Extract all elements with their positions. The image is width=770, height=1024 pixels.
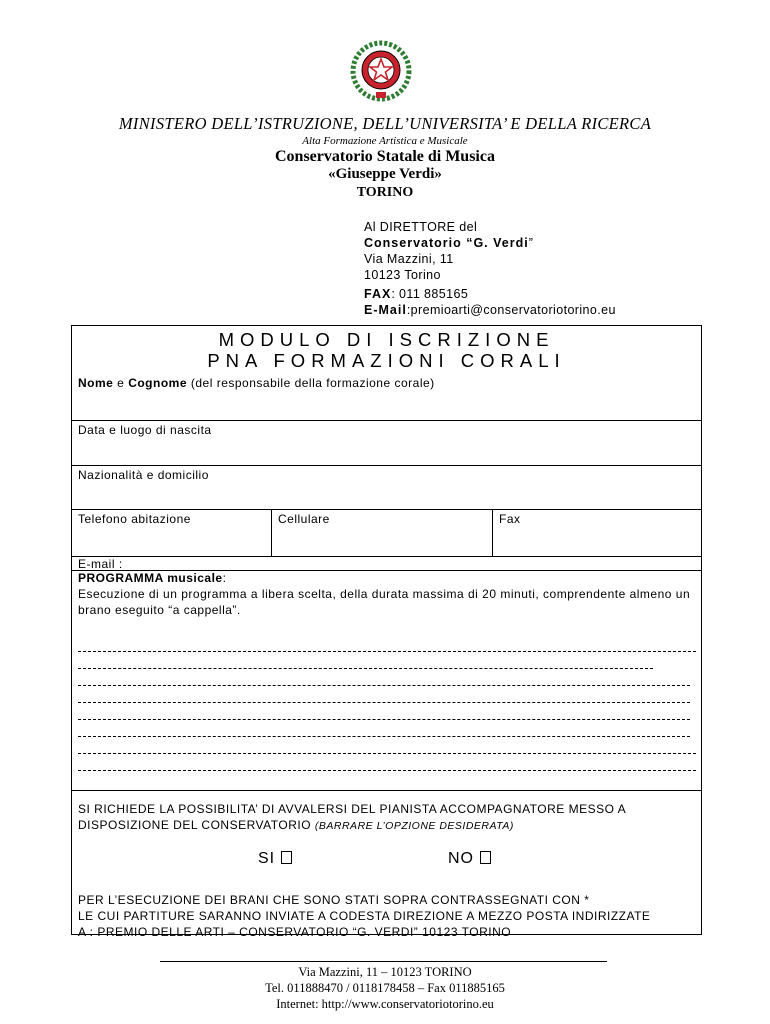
mobile-label: Cellulare (278, 512, 330, 526)
option-no-label: NO (448, 850, 474, 867)
address-fax (364, 286, 616, 302)
surname-label-bold: Cognome (128, 376, 188, 390)
pianist-section (72, 791, 701, 939)
program-entry-line[interactable] (78, 770, 696, 771)
contact-row (72, 510, 701, 557)
mobile-field[interactable] (272, 510, 493, 556)
form-title (72, 326, 701, 374)
program-entry-line[interactable] (78, 753, 696, 754)
footer-address: Via Mazzini, 11 – 10123 TORINO (298, 965, 472, 979)
form-title-line-2: PNA FORMAZIONI CORALI (207, 350, 566, 371)
address-email-label: E-Mail (364, 303, 407, 317)
footer-website[interactable]: Internet: http://www.conservatoriotorino.eu (276, 997, 494, 1011)
name-label-connector: e (113, 376, 129, 390)
program-heading (78, 571, 226, 585)
address-line-3: Via Mazzini, 11 (364, 252, 454, 266)
address-email-value[interactable]: :premioarti@conservatoriotorino.eu (406, 303, 616, 317)
program-heading-bold: PROGRAMMA musicale (78, 571, 223, 585)
conservatory-city: TORINO (356, 185, 414, 200)
checkbox-yes[interactable] (281, 851, 292, 864)
email-field[interactable] (72, 557, 701, 571)
email-field-label: E-mail : (78, 557, 123, 571)
program-description: Esecuzione di un programma a libera scelta, della durata massima di 20 minuti, comprendente almeno un brano eseguito “a cappella”. (78, 587, 691, 617)
option-yes[interactable] (258, 850, 292, 868)
form-title-line-1: MODULO DI ISCRIZIONE (218, 329, 555, 350)
pianist-question-line-2 (78, 817, 698, 834)
program-entry-line[interactable] (78, 685, 690, 686)
address-fax-label: FAX (364, 287, 392, 301)
scores-note (78, 892, 703, 940)
address-institution: Conservatorio “G. Verdi (364, 236, 529, 250)
scores-note-line-3: A : PREMIO DELLE ARTI – CONSERVATORIO “G. VERDI” 10123 TORINO (78, 925, 512, 939)
ministry-subtitle: Alta Formazione Artistica e Musicale (302, 135, 468, 147)
ministry-title: MINISTERO DELL’ISTRUZIONE, DELL’UNIVERSITA’ E DELLA RICERCA (118, 114, 652, 133)
birth-field[interactable] (72, 421, 701, 466)
address-line-4: 10123 Torino (364, 268, 441, 282)
conservatory-dedication: «Giuseppe Verdi» (328, 166, 442, 182)
program-entry-line[interactable] (78, 719, 690, 720)
address-line-1: Al DIRETTORE del (364, 220, 478, 234)
name-label-note: (del responsabile della formazione corale) (187, 376, 435, 390)
footer-phone: Tel. 011888470 / 0118178458 – Fax 011885165 (265, 981, 505, 995)
fax-field[interactable] (493, 510, 701, 556)
scores-note-line-1: PER L’ESECUZIONE DEI BRANI CHE SONO STATI SOPRA CONTRASSEGNATI CON * (78, 893, 590, 907)
address-fax-value: : 011 885165 (391, 287, 469, 301)
name-label-bold: Nome (78, 376, 114, 390)
program-entry-line[interactable] (78, 668, 653, 669)
pianist-question-line-1: SI RICHIEDE LA POSSIBILITA’ DI AVVALERSI DEL PIANISTA ACCOMPAGNATORE MESSO A (78, 802, 627, 816)
nationality-field[interactable] (72, 466, 701, 510)
fax-label: Fax (499, 512, 521, 526)
checkbox-no[interactable] (480, 851, 491, 864)
address-quote: ” (528, 236, 534, 250)
program-entry-line[interactable] (78, 651, 696, 652)
footer-divider (160, 961, 607, 962)
birth-field-label: Data e luogo di nascita (78, 423, 212, 437)
pianist-question-text: DISPOSIZIONE DEL CONSERVATORIO (78, 818, 315, 832)
home-phone-field[interactable] (72, 510, 272, 556)
program-heading-colon: : (222, 571, 227, 585)
recipient-address (364, 219, 616, 318)
pianist-hint: (BARRARE L’OPZIONE DESIDERATA) (314, 820, 514, 832)
name-field-label (78, 376, 435, 390)
program-entry-line[interactable] (78, 736, 690, 737)
nationality-field-label: Nazionalità e domicilio (78, 468, 209, 482)
registration-form (71, 325, 702, 939)
program-section (72, 571, 701, 791)
address-line-2 (364, 235, 616, 251)
republic-emblem-icon (350, 40, 412, 102)
address-email (364, 302, 616, 318)
pianist-question (78, 801, 698, 834)
home-phone-label: Telefono abitazione (78, 512, 191, 526)
conservatory-name: Conservatorio Statale di Musica (275, 148, 495, 165)
scores-note-line-2: LE CUI PARTITURE SARANNO INVIATE A CODESTA DIREZIONE A MEZZO POSTA INDIRIZZATE (78, 909, 651, 923)
option-yes-label: SI (258, 850, 276, 867)
name-field[interactable] (72, 374, 701, 421)
program-entry-line[interactable] (78, 702, 690, 703)
option-no[interactable] (448, 850, 491, 868)
